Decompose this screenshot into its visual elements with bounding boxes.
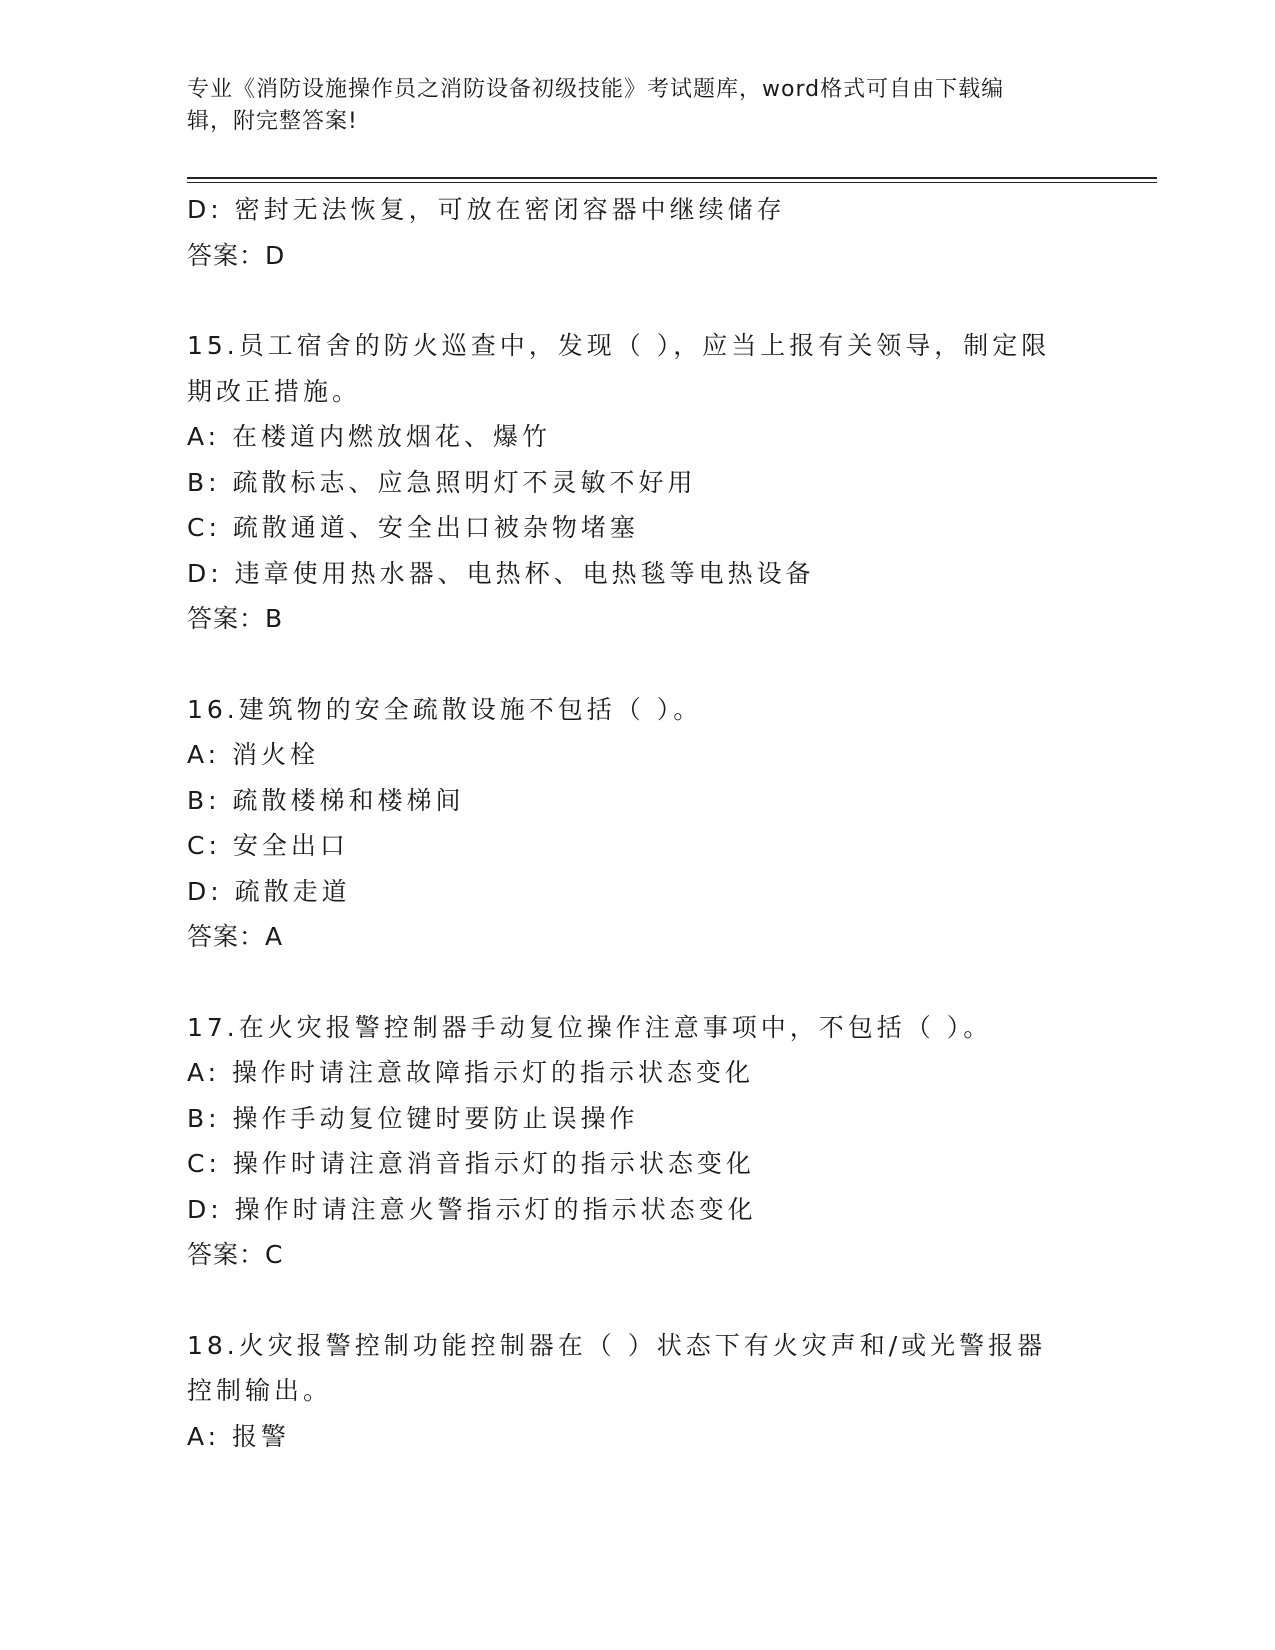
option-d: D: 违章使用热水器、电热杯、电热毯等电热设备 <box>187 558 815 588</box>
option-a: A: 消火栓 <box>187 740 320 769</box>
option-c: C: 疏散通道、安全出口被杂物堵塞 <box>187 513 639 542</box>
option-c: C: 操作时请注意消音指示灯的指示状态变化 <box>187 1149 755 1178</box>
question-stem: 15.员工宿舍的防火巡查中，发现（ ），应当上报有关领导，制定限 <box>187 331 1051 360</box>
answer-line: 答案：B <box>187 604 284 633</box>
question-17 <box>187 1005 1067 1278</box>
question-stem: 18.火灾报警控制功能控制器在（ ）状态下有火灾声和/或光警报器 <box>187 1330 1047 1360</box>
question-15 <box>187 323 1067 642</box>
answer-line: 答案：C <box>187 1240 284 1269</box>
spacer <box>187 960 1067 1005</box>
question-16 <box>187 687 1067 960</box>
header-line-2: 辑，附完整答案! <box>187 109 358 134</box>
question-stem-continued: 期改正措施。 <box>187 376 362 406</box>
question-stem-continued: 控制输出。 <box>187 1376 333 1405</box>
question-stem: 17.在火灾报警控制器手动复位操作注意事项中，不包括（ ）。 <box>187 1012 993 1042</box>
question-18 <box>187 1323 1067 1460</box>
spacer <box>187 278 1067 323</box>
header-line-1: 专业《消防设施操作员之消防设备初级技能》考试题库，word格式可自由下载编 <box>187 77 1005 102</box>
option-a: A: 在楼道内燃放烟花、爆竹 <box>187 422 552 451</box>
option-b: B: 疏散楼梯和楼梯间 <box>187 785 465 815</box>
page-header <box>187 74 1067 138</box>
question-content <box>187 187 1067 1459</box>
header-divider-thin <box>187 182 1157 183</box>
spacer <box>187 1278 1067 1323</box>
spacer <box>187 642 1067 687</box>
option-d: D: 疏散走道 <box>187 876 351 906</box>
option-d: D: 密封无法恢复，可放在密闭容器中继续储存 <box>187 195 786 224</box>
option-c: C: 安全出口 <box>187 831 349 860</box>
question-stem: 16.建筑物的安全疏散设施不包括（ ）。 <box>187 694 703 724</box>
option-a: A: 操作时请注意故障指示灯的指示状态变化 <box>187 1058 755 1087</box>
answer-line: 答案：A <box>187 922 284 951</box>
option-a: A: 报警 <box>187 1421 291 1451</box>
answer-line: 答案：D <box>187 240 286 270</box>
option-b: B: 疏散标志、应急照明灯不灵敏不好用 <box>187 467 697 497</box>
carryover-question <box>187 187 1067 278</box>
header-divider-thick <box>187 177 1157 179</box>
option-d: D: 操作时请注意火警指示灯的指示状态变化 <box>187 1194 757 1224</box>
option-b: B: 操作手动复位键时要防止误操作 <box>187 1103 639 1133</box>
